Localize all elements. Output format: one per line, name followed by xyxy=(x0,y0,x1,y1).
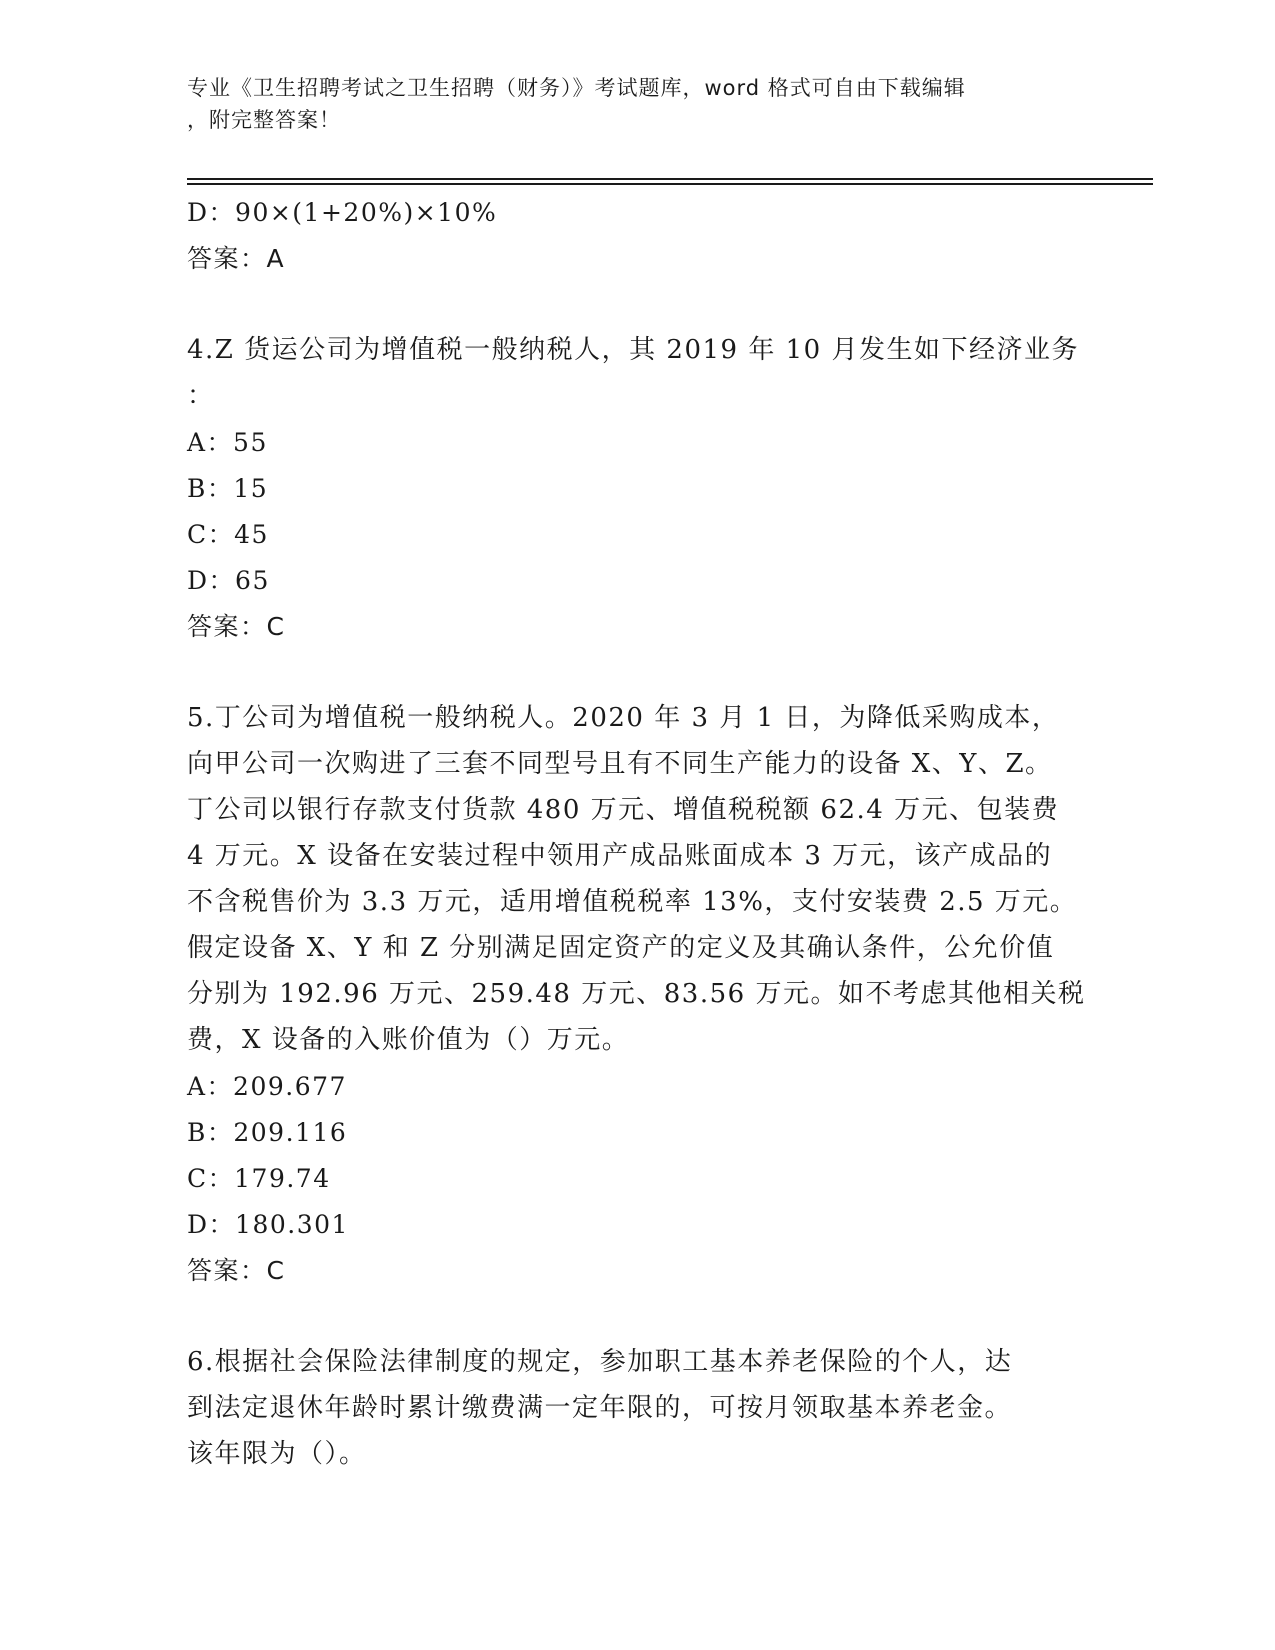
q5-text-line: 分别为 192.96 万元、259.48 万元、83.56 万元。如不考虑其他相关税 xyxy=(187,979,1086,1009)
spacer xyxy=(187,1294,1087,1340)
q6-text-line: 到法定退休年龄时累计缴费满一定年限的，可按月领取基本养老金。 xyxy=(187,1393,1013,1423)
q6-text-line: 该年限为（）。 xyxy=(187,1439,367,1469)
q5-answer: 答案：C xyxy=(187,1256,286,1285)
q5-option-c: C：179.74 xyxy=(187,1164,331,1193)
q5-option-d: D：180.301 xyxy=(187,1210,349,1239)
q5-text-line: 假定设备 X、Y 和 Z 分别满足固定资产的定义及其确认条件，公允价值 xyxy=(187,933,1055,963)
q5-text-line: 5.丁公司为增值税一般纳税人。2020 年 3 月 1 日，为降低采购成本， xyxy=(187,703,1060,733)
header-divider-bottom xyxy=(187,183,1153,185)
q5-text-line: 不含税售价为 3.3 万元，适用增值税税率 13%，支付安装费 2.5 万元。 xyxy=(187,887,1078,917)
question-content xyxy=(187,190,1087,1478)
header-line-1: 专业《卫生招聘考试之卫生招聘（财务）》考试题库，word 格式可自由下载编辑 xyxy=(187,76,966,100)
q4-answer: 答案：C xyxy=(187,612,286,641)
q5-option-b: B：209.116 xyxy=(187,1118,348,1147)
q3-option-d: D：90×(1+20%)×10% xyxy=(187,198,498,227)
spacer xyxy=(187,650,1087,696)
q4-option-c: C：45 xyxy=(187,520,269,549)
q5-text-line: 丁公司以银行存款支付货款 480 万元、增值税税额 62.4 万元、包装费 xyxy=(187,795,1060,825)
q5-text-line: 向甲公司一次购进了三套不同型号且有不同生产能力的设备 X、Y、Z。 xyxy=(187,749,1053,779)
document-header xyxy=(187,72,1067,136)
q5-text-line: 费，X 设备的入账价值为（）万元。 xyxy=(187,1025,630,1055)
q5-option-a: A：209.677 xyxy=(187,1072,347,1101)
spacer xyxy=(187,282,1087,328)
header-divider-top xyxy=(187,178,1153,180)
q4-option-d: D：65 xyxy=(187,566,270,595)
q6-text-line: 6.根据社会保险法律制度的规定，参加职工基本养老保险的个人，达 xyxy=(187,1347,1013,1377)
q5-text-line: 4 万元。X 设备在安装过程中领用产成品账面成本 3 万元，该产成品的 xyxy=(187,841,1053,871)
q4-option-a: A：55 xyxy=(187,428,268,457)
q4-text-line: 4.Z 货运公司为增值税一般纳税人，其 2019 年 10 月发生如下经济业务 xyxy=(187,335,1079,365)
q4-text-line: ： xyxy=(187,381,215,411)
q4-option-b: B：15 xyxy=(187,474,269,503)
q3-answer: 答案：A xyxy=(187,244,286,273)
header-line-2: ，附完整答案！ xyxy=(187,108,341,132)
